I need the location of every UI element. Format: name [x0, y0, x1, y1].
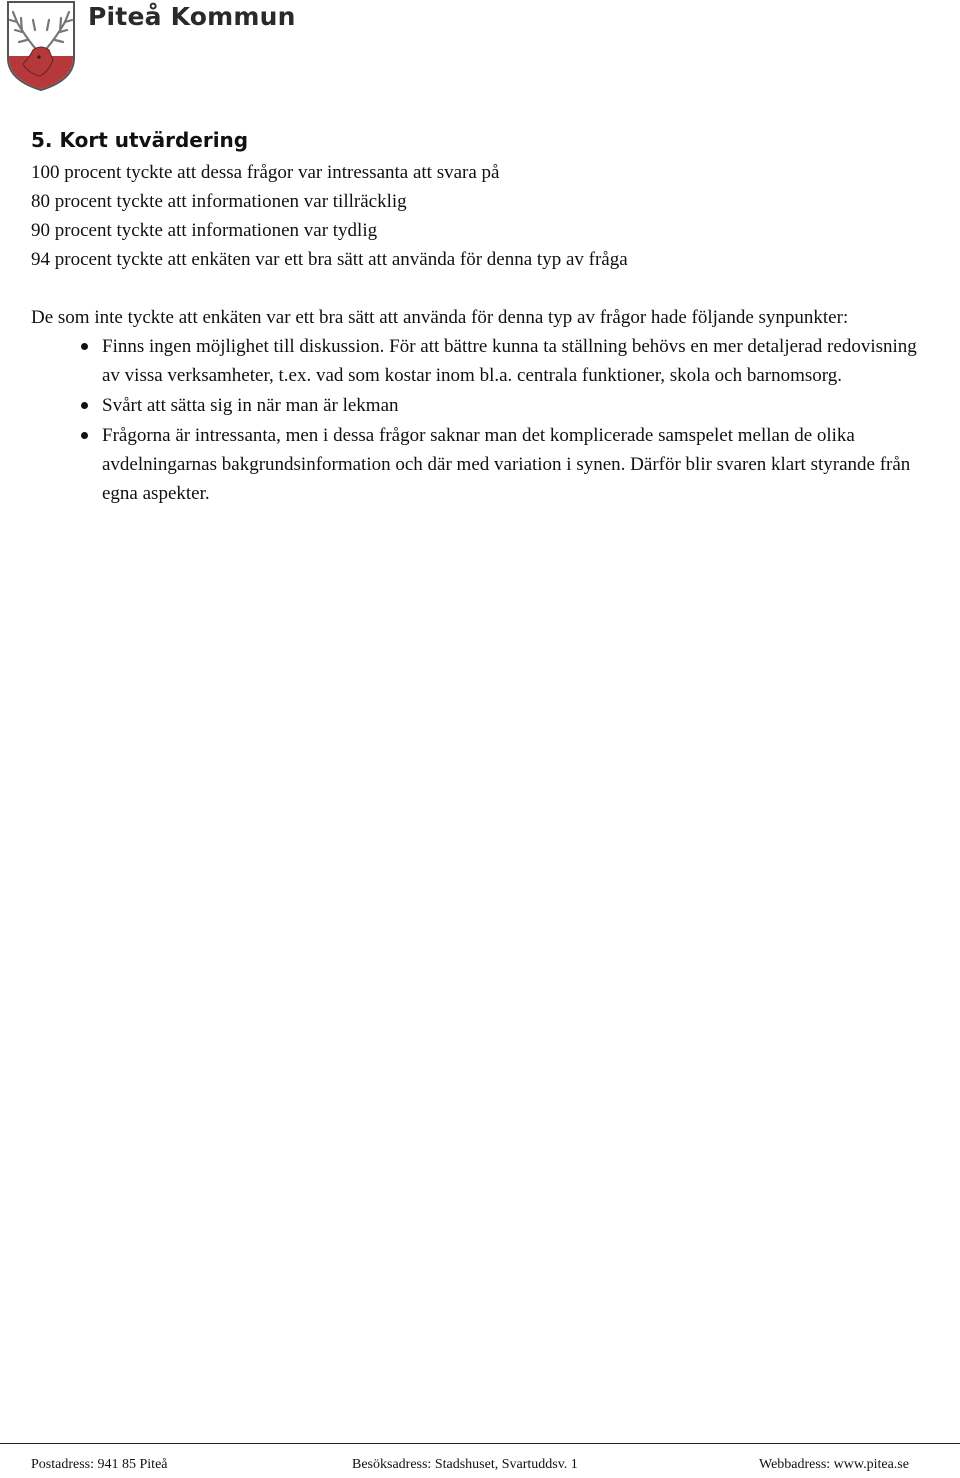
- list-item-text: Svårt att sätta sig in när man är lekman: [102, 395, 399, 416]
- stat-line: 100 procent tyckte att dessa frågor var intressanta att svara på: [31, 162, 500, 183]
- stat-line: 94 procent tyckte att enkäten var ett bra sätt att använda för denna typ av fråga: [31, 249, 628, 270]
- bullet-icon: [81, 402, 88, 409]
- footer-postal-address: Postadress: 941 85 Piteå: [31, 1457, 168, 1472]
- stat-line: 90 procent tyckte att informationen var tydlig: [31, 220, 378, 241]
- list-item-text: Frågorna är intressanta, men i dessa frågor saknar man det komplicerade samspelet mellan de olika avdelningarnas bakgrundsinformation och där med variation i synen. Därför blir svaren klart styrande från egna aspekter.: [102, 425, 911, 504]
- list-item: [31, 421, 931, 508]
- stats-list: [31, 158, 931, 274]
- page-header: [0, 0, 960, 100]
- footer-divider: [0, 1443, 960, 1444]
- footer-visit-address: Besöksadress: Stadshuset, Svartuddsv. 1: [352, 1457, 578, 1472]
- feedback-list: [31, 332, 931, 508]
- section-heading: 5. Kort utvärdering: [31, 128, 249, 152]
- intro-paragraph: De som inte tyckte att enkäten var ett bra sätt att använda för denna typ av frågor hade följande synpunkter:: [31, 307, 849, 328]
- org-name: Piteå Kommun: [88, 2, 296, 31]
- document-body: [31, 128, 931, 509]
- bullet-icon: [81, 432, 88, 439]
- reindeer-coat-of-arms-icon: [5, 0, 77, 92]
- stat-line: 80 procent tyckte att informationen var tillräcklig: [31, 191, 407, 212]
- list-item: [31, 332, 931, 390]
- list-item-text: Finns ingen möjlighet till diskussion. För att bättre kunna ta ställning behövs en mer detaljerad redovisning av vissa verksamheter, t.ex. vad som kostar inom bl.a. centrala funktioner, skola och barnomsorg.: [102, 336, 917, 386]
- list-item: [31, 391, 931, 420]
- bullet-icon: [81, 343, 88, 350]
- footer-web-address: Webbadress: www.pitea.se: [759, 1457, 909, 1472]
